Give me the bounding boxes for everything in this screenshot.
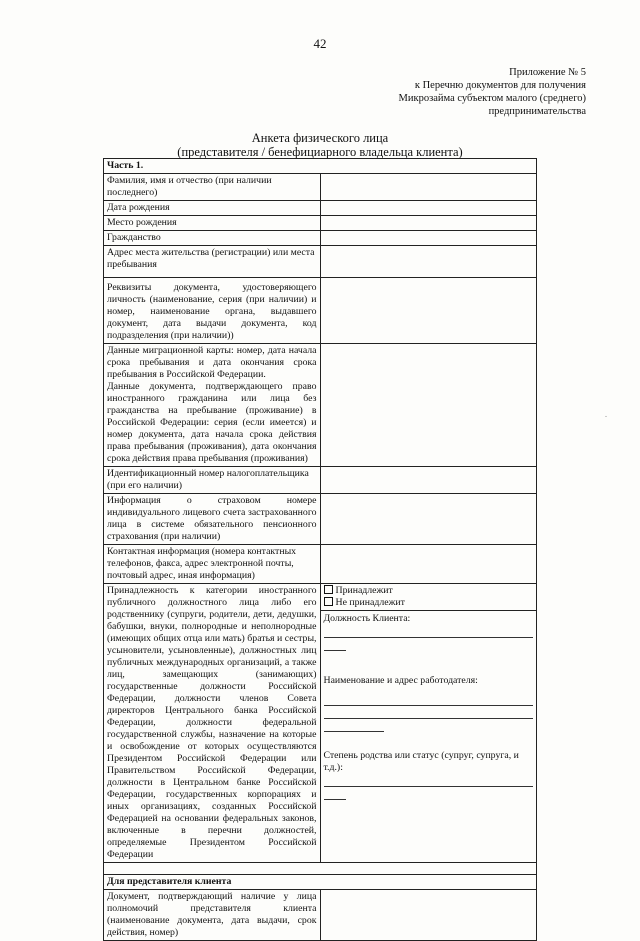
relation-label: Степень родства или статус (супруг, супруга, и т.д.): xyxy=(323,750,519,773)
part1-header: Часть 1. xyxy=(104,159,537,174)
residence-document-text: Данные документа, подтверждающего право иностранного гражданина или лица без гражданства на пребывание (проживание) в Российской Федерации: серия (если имеется) и номер документа, дата начала срока действия права пребывания (проживания), дата окончания срока действия права пребывания (проживания) xyxy=(107,381,317,464)
appendix-line: предпринимательства xyxy=(488,106,586,117)
employer-input[interactable] xyxy=(324,695,534,706)
field-value-id-document[interactable] xyxy=(320,278,537,344)
migration-card-text: Данные миграционной карты: номер, дата начала срока пребывания и дата окончания срока пребывания в Российской Федерации. xyxy=(107,345,317,380)
table-row xyxy=(104,584,537,863)
page-number: 42 xyxy=(313,36,327,51)
not-belongs-label: Не принадлежит xyxy=(335,597,405,608)
field-value-fullname[interactable] xyxy=(320,174,537,201)
table-row xyxy=(104,174,537,201)
field-label-contacts: Контактная информация (номера контактных телефонов, факса, адрес электронной почты, почтовый адрес, иная информация) xyxy=(104,545,321,584)
field-label-inn: Идентификационный номер налогоплательщика (при его наличии) xyxy=(104,467,321,494)
pep-options xyxy=(320,584,537,863)
appendix-note xyxy=(399,66,586,118)
field-label-snils: Информация о страховом номере индивидуального лицевого счета застрахованного лица в системе обязательного пенсионного страхования (при наличии) xyxy=(104,494,321,545)
representative-header: Для представителя клиента xyxy=(104,875,537,890)
field-label-birth-place: Место рождения xyxy=(104,216,321,231)
field-value-authority-doc[interactable] xyxy=(320,890,537,941)
employer-input-3[interactable] xyxy=(324,721,384,732)
table-row xyxy=(104,890,537,941)
table-row xyxy=(104,467,537,494)
checkbox-icon[interactable] xyxy=(324,585,333,594)
appendix-line: к Перечню документов для получения xyxy=(414,80,586,91)
title-line: Анкета физического лица xyxy=(251,131,389,145)
table-row xyxy=(104,159,537,174)
table-row xyxy=(104,231,537,246)
employer-input-2[interactable] xyxy=(324,708,534,719)
table-row xyxy=(104,216,537,231)
relation-input-extra[interactable] xyxy=(324,789,346,800)
not-belongs-option[interactable] xyxy=(324,597,534,609)
table-row xyxy=(104,246,537,278)
field-label-migration xyxy=(104,344,321,467)
relation-input[interactable] xyxy=(324,776,534,787)
table-row xyxy=(104,278,537,344)
field-label-pep: Принадлежность к категории иностранного публичного должностного лица либо его родственнику (супруги, родители, дети, дедушки, бабушки, внуки, полнородные и неполнородные (имеющих общих отца или мать) братья и сестры, усыновители, усыновленные), должностных лиц публичных международных организаций, а также лиц, замещающих (занимающих) государственные должности Российской Федерации, должности членов Совета директоров Центрального банка Российской Федерации, должности федеральной государственной службы, назначение на которые и освобождение от которых осуществляются Президентом Российской Федерации или Правительством Российской Федерации, должности в Центральном банке Российской Федерации, государственных корпорациях и иных организациях, созданных Российской Федерацией на основании федеральных законов, включенные в перечни должностей, определяемые Президентом Российской Федерации xyxy=(104,584,321,863)
pep-checkbox-group xyxy=(321,584,537,611)
belongs-option[interactable] xyxy=(324,585,534,597)
margin-mark: ∙ xyxy=(605,412,607,421)
table-row xyxy=(104,494,537,545)
field-label-fullname: Фамилия, имя и отчество (при наличии последнего) xyxy=(104,174,321,201)
form-title xyxy=(0,131,640,159)
field-value-migration[interactable] xyxy=(320,344,537,467)
table-row xyxy=(104,201,537,216)
field-value-citizenship[interactable] xyxy=(320,231,537,246)
table-row xyxy=(104,863,537,875)
field-label-authority-doc: Документ, подтверждающий наличие у лица полномочий представителя клиента (наименование документа, дата выдачи, срок действия, номер) xyxy=(104,890,321,941)
field-label-citizenship: Гражданство xyxy=(104,231,321,246)
table-row xyxy=(104,344,537,467)
appendix-line: Приложение № 5 xyxy=(509,67,586,78)
position-input[interactable] xyxy=(324,627,534,638)
table-row xyxy=(104,875,537,890)
checkbox-icon[interactable] xyxy=(324,597,333,606)
field-label-birth-date: Дата рождения xyxy=(104,201,321,216)
appendix-line: Микрозайма субъектом малого (среднего) xyxy=(398,93,586,104)
field-label-address: Адрес места жительства (регистрации) или места пребывания xyxy=(104,246,321,278)
position-label: Должность Клиента: xyxy=(323,613,411,624)
position-input-extra[interactable] xyxy=(324,640,346,651)
title-subline: (представителя / бенефициарного владельца клиента) xyxy=(177,145,463,159)
table-row xyxy=(104,545,537,584)
field-value-snils[interactable] xyxy=(320,494,537,545)
field-value-address[interactable] xyxy=(320,246,537,278)
pep-details xyxy=(321,611,537,804)
field-value-birth-date[interactable] xyxy=(320,201,537,216)
field-value-birth-place[interactable] xyxy=(320,216,537,231)
field-value-inn[interactable] xyxy=(320,467,537,494)
field-value-contacts[interactable] xyxy=(320,545,537,584)
field-label-id-document: Реквизиты документа, удостоверяющего личность (наименование, серия (при наличии) и номер, наименование органа, выдавшего документ, дата выдачи документа, код подразделения (при наличии)) xyxy=(104,278,321,344)
questionnaire-table xyxy=(103,158,537,941)
spacer-row xyxy=(104,863,537,875)
employer-label: Наименование и адрес работодателя: xyxy=(323,675,478,686)
belongs-label: Принадлежит xyxy=(335,585,393,596)
